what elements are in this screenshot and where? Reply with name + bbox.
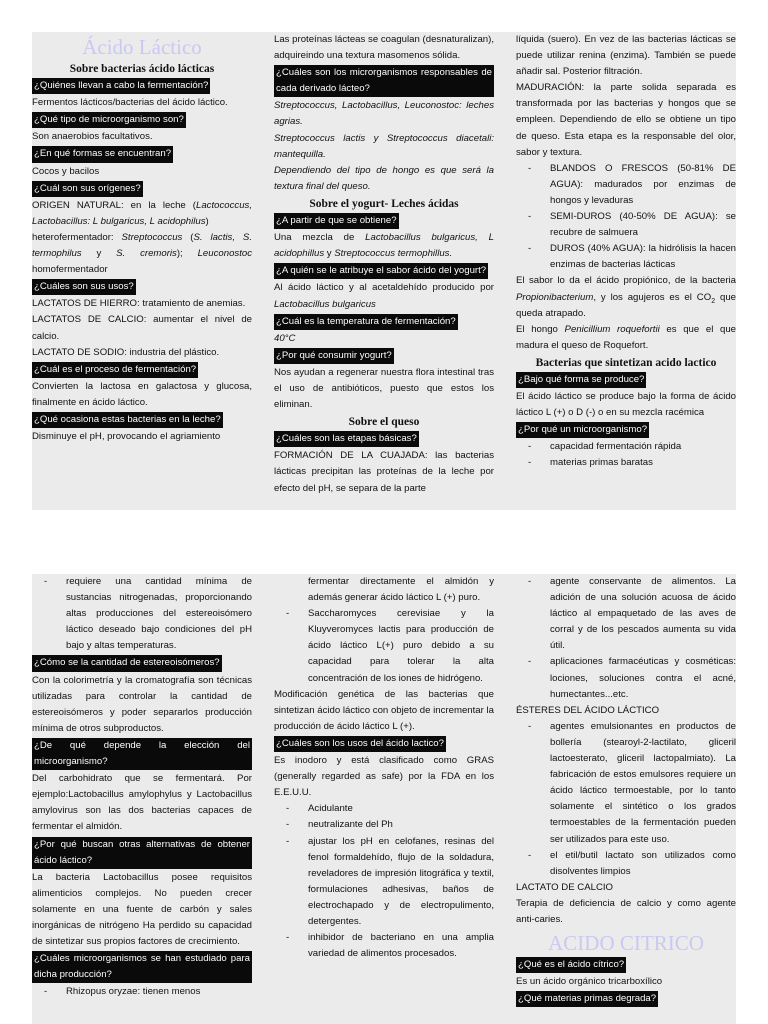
answer-text: LACTATOS DE HIERRO: tratamiento de anemias. [32, 298, 246, 310]
question-label: ¿Qué tipo de microorganismo son? [32, 112, 186, 128]
page1-column-3 [516, 32, 736, 510]
body-text: LACTATO DE CALCIO [516, 881, 614, 893]
answer-text: Son anaerobios facultativos. [32, 131, 153, 143]
list-item: - neutralizante del Ph [298, 817, 494, 833]
answer-text: Nos ayudan a regenerar nuestra flora intestinal tras el uso de antibióticos, puesto que estos los eliminan. [274, 366, 494, 411]
uses-list [516, 574, 736, 703]
answer-text: Fermentos lácticos/bacterias del ácido láctico. [32, 97, 228, 109]
list-item: - SEMI-DUROS (40-50% DE AGUA): se recubre de salmuera [540, 209, 736, 241]
body-text: líquida (suero). En vez de las bacterias lácticas se puede utilizar renina (enzima). También se puede añadir sal. Posterior filtración. [516, 34, 736, 78]
question-label: ¿Por qué consumir yogurt? [274, 348, 394, 364]
esters-list [516, 719, 736, 880]
list-item: - agente conservante de alimentos. La adición de una solución acuosa de ácido láctico al empaquetado de las aves de corral y de los pescados aumenta su vida útil. [540, 574, 736, 654]
list-item: - materias primas baratas [540, 455, 736, 471]
list-item: - DUROS (40% AGUA): la hidrólisis la hacen enzimas de bacterias lácticas [540, 241, 736, 273]
answer-text: Cocos y bacilos [32, 165, 100, 177]
list-item: - ajustar los pH en celofanes, resinas del fenol formaldehído, flujo de la soldadura, reveladores de impresión litográfica y textil, formulaciones adhesivas, baños de electrochapado y de electropulimento, detergentes. [298, 834, 494, 931]
body-text: Modificación genética de las bacterias que sintetizan ácido láctico con objeto de incrementar la producción de ácido láctico L (+). [274, 688, 494, 732]
answer-text: La bacteria Lactobacillus posee requisitos alimenticios complejos. No pueden crecer solamente en una fuente de carbón y sales inorgánicas de nitrógeno Ha perdido su capacidad de sintetizar sus propios factores de crecimiento. [32, 871, 252, 948]
page1-column-1 [32, 32, 252, 510]
answer-text: Convierten la lactosa en galactosa y glucosa, finalmente en ácido láctico. [32, 380, 252, 408]
list-item: - requiere una cantidad mínima de sustancias nitrogenadas, proporcionando altas producciones del estereoisómero láctico deseado bajo condiciones del pH bajo y altas temperaturas. [56, 574, 252, 654]
answer-text: ORIGEN NATURAL: en la leche (Lactococcus, Lactobacillus: L bulgaricus, L acidophilus) [32, 199, 252, 227]
question-label: ¿Bajo qué forma se produce? [516, 372, 646, 388]
answer-text: Dependiendo del tipo de hongo es que será la textura final del queso. [274, 164, 494, 192]
section-heading: Sobre el yogurt- Leches ácidas [309, 197, 459, 210]
answer-text: Streptococcus lactis y Streptococcus diacetali: mantequilla. [274, 132, 494, 160]
section-heading: Bacterias que sintetizan acido lactico [535, 356, 717, 369]
body-text: Las proteínas lácteas se coagulan (desnaturalizan), adquireindo una textura masomenos sólida. [274, 34, 494, 62]
list-item: - Rhizopus oryzae: tienen menos [56, 984, 252, 1000]
list-item: - Acidulante [298, 801, 494, 817]
question-label: ¿Por qué buscan otras alternativas de obtener ácido láctico? [32, 837, 252, 869]
answer-text: LACTATOS DE CALCIO: aumentar el nivel de calcio. [32, 314, 252, 342]
question-label: ¿Cuáles son sus usos? [32, 279, 136, 295]
body-text: ÉSTERES DEL ÁCIDO LÁCTICO [516, 704, 660, 716]
cheese-types-list [516, 161, 736, 274]
reasons-list [516, 439, 736, 471]
list-item: - capacidad fermentación rápida [540, 439, 736, 455]
uses-list [274, 801, 494, 962]
question-label: ¿Quiénes llevan a cabo la fermentación? [32, 78, 210, 94]
answer-text: El ácido láctico se produce bajo la forma de ácido láctico L (+) o D (-) o en su mezcla racémica [516, 391, 736, 419]
answer-text: FORMACIÓN DE LA CUAJADA: las bacterias lácticas precipitan las proteínas de la leche por efecto del pH, se separa de la parte [274, 450, 494, 494]
page2-column-1 [32, 574, 252, 1024]
body-text: El hongo Penicillium roquefortii es que el que madura el queso de Roquefort. [516, 323, 736, 351]
question-label: ¿Cuál es el proceso de fermentación? [32, 362, 198, 378]
answer-text: Disminuye el pH, provocando el agriamiento [32, 431, 221, 443]
microorganisms-list [32, 984, 252, 1000]
answer-text: Es inodoro y está clasificado como GRAS (generally regarded as safe) por la FDA en los E.E.U.U. [274, 755, 494, 799]
list-item: - el etil/butil lactato son utilizados como disolventes limpios [540, 848, 736, 880]
question-label: ¿Por qué un microorganismo? [516, 422, 649, 438]
question-label: ¿Cuáles son los usos del ácido lactico? [274, 736, 446, 752]
list-item: - aplicaciones farmacéuticas y cosméticas: lociones, soluciones contra el acné, humectantes...etc. [540, 654, 736, 702]
body-text: fermentar directamente el almidón y además generar ácido láctico L (+) puro. [308, 576, 494, 604]
microorganisms-list [274, 606, 494, 686]
requirements-list [32, 574, 252, 654]
answer-text: LACTATO DE SODIO: industria del plástico. [32, 346, 220, 358]
question-label: ¿Cuáles son los microrganismos responsables de cada derivado lácteo? [274, 65, 494, 97]
answer-text: Una mezcla de Lactobacillus bulgaricus, L acidophillus y Streptococcus termophillus. [274, 232, 494, 260]
list-item: - Saccharomyces cerevisiae y la Kluyveromyces lactis para producción de ácido láctico L(+) puro debido a su capacidad para tolerar la alta concentración de los iones de hidrógeno. [298, 606, 494, 686]
question-label: ¿Cómo se la cantidad de estereoisómeros? [32, 655, 222, 671]
question-label: ¿Cuál es la temperatura de fermentación? [274, 314, 458, 330]
answer-text: heterofermentador: Streptococcus (S. lactis, S. termophilus y S. cremoris); Leuconostoc homofermentador [32, 231, 252, 276]
section-heading: Sobre bacterias ácido lácticas [69, 63, 215, 75]
answer-text: Streptococcus, Lactobacillus, Leuconostoc: leches agrias. [274, 100, 494, 128]
answer-text: Es un ácido orgánico tricarboxílico [516, 976, 663, 988]
section-heading: Sobre el queso [348, 416, 420, 429]
question-label: ¿Cuál son sus orígenes? [32, 181, 143, 197]
answer-text: Con la colorimetría y la cromatografía son técnicas utilizadas para controlar la cantidad de estereoisómeros y poder separarlos producción mínima de otros subproductos. [32, 674, 252, 734]
question-label: ¿Cuáles microorganismos se han estudiado para dicha producción? [32, 951, 252, 983]
question-label: ¿Cuáles son las etapas básicas? [274, 431, 419, 447]
body-text: El sabor lo da el ácido propiónico, de la bacteria Propionibacterium, y los agujeros es el $CO_2$ que queda atrapado. [516, 275, 736, 319]
answer-text: 40°C [274, 332, 296, 344]
list-item: - agentes emulsionantes en productos de bollería (stearoyl-2-lactilato, gliceril lactoesterato, gliceril lactopalmiato). La fabricación de estos emulsores requiere un ácido láctico termoestable, por lo tanto solamente el sintético o los grados termoestables de la fermentación pueden ser utilizados para este uso. [540, 719, 736, 848]
question-label: ¿En qué formas se encuentran? [32, 146, 173, 162]
question-label: ¿Qué materias primas degrada? [516, 991, 658, 1007]
document-page-1 [32, 32, 736, 510]
question-label: ¿Qué es el ácido cítrico? [516, 957, 626, 973]
list-item: - BLANDOS O FRESCOS (50-81% DE AGUA): madurados por enzimas de hongos y levaduras [540, 161, 736, 209]
page1-column-2 [274, 32, 494, 510]
question-label: ¿A quién se le atribuye el sabor ácido del yogurt? [274, 263, 488, 279]
question-label: ¿De qué depende la elección del microorganismo? [32, 738, 252, 770]
document-page-2 [32, 574, 736, 1024]
answer-text: Al ácido láctico y al acetaldehído producido por Lactobacillus bulgaricus [274, 282, 494, 310]
question-label: ¿Qué ocasiona estas bacterias en la leche? [32, 412, 223, 428]
page2-column-2 [274, 574, 494, 1024]
body-text: Terapia de deficiencia de calcio y como agente anti-caries. [516, 897, 736, 925]
document-title: Ácido Láctico [82, 35, 202, 59]
list-item: - inhibidor de bacteriano en una amplia variedad de alimentos procesados. [298, 930, 494, 962]
section-title: ACIDO CITRICO [548, 931, 704, 956]
body-text: MADURACIÓN: la parte solida separada es transformada por las bacterias y hongos que se empleen. Dependiendo de ello se obtiene un tipo de queso. Esta etapa es la responsable del olor, sabor y textura. [516, 82, 736, 158]
question-label: ¿A partir de que se obtiene? [274, 213, 399, 229]
page2-column-3 [516, 574, 736, 1024]
answer-text: Del carbohidrato que se fermentará. Por ejemplo:Lactobacillus amylophylus y Lactobacillus amylovirus son las dos bacterias capaces de fermentar el almidón. [32, 773, 252, 833]
